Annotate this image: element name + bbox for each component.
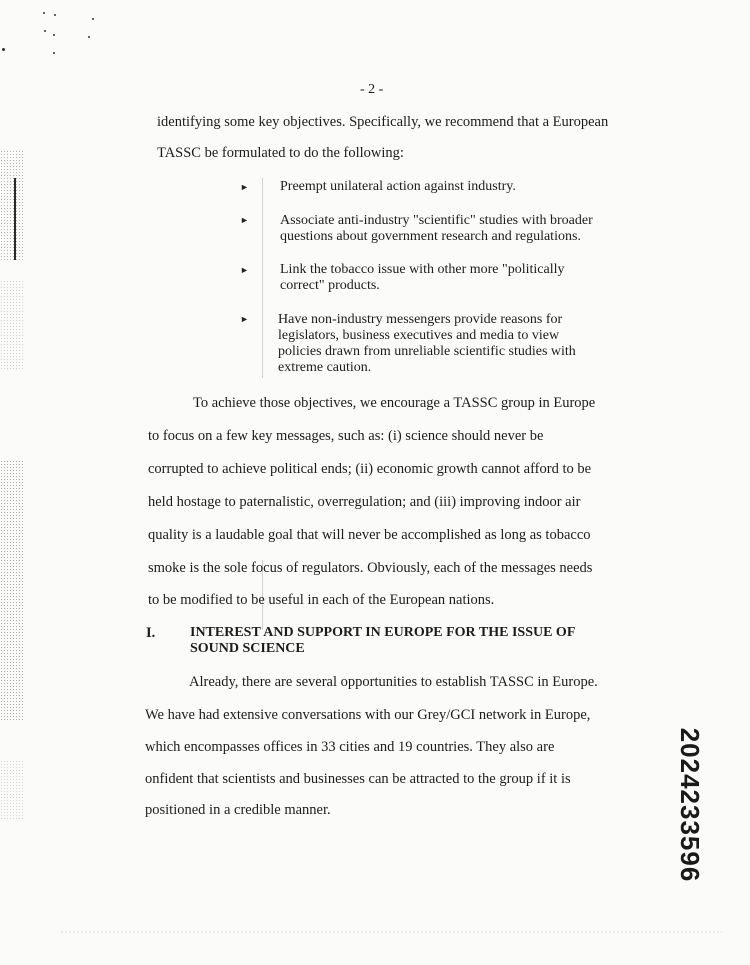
paragraph-line: Already, there are several opportunities to establish TASSC in Europe. [189, 674, 598, 690]
paragraph-line: onfident that scientists and businesses can be attracted to the group if it is [145, 771, 571, 787]
scan-speck [44, 30, 46, 32]
scan-edge-noise [0, 150, 24, 260]
scan-speck [2, 48, 5, 51]
bullet-line: questions about government research and regulations. [280, 229, 581, 244]
bullet-line: Associate anti-industry "scientific" studies with broader [280, 213, 593, 228]
intro-line-1: identifying some key objectives. Specifically, we recommend that a European [157, 114, 609, 130]
bullet-line: policies drawn from unreliable scientific studies with [278, 344, 576, 359]
scan-speck [43, 12, 45, 14]
scan-edge-line [14, 178, 16, 260]
bullet-line: Preempt unilateral action against industry. [280, 179, 516, 194]
scan-edge-noise [0, 460, 24, 720]
paragraph-line: We have had extensive conversations with our Grey/GCI network in Europe, [145, 707, 591, 723]
scan-speck [88, 36, 90, 38]
page-number: - 2 - [360, 82, 384, 97]
scan-speck [54, 14, 56, 16]
bullet-line: Link the tobacco issue with other more "politically [280, 262, 565, 277]
paragraph-line: To achieve those objectives, we encourage a TASSC group in Europe [193, 395, 596, 411]
bullet-line: correct" products. [280, 278, 380, 293]
bullet-line: Have non-industry messengers provide reasons for [278, 312, 563, 327]
bullet-line: legislators, business executives and media to view [278, 328, 560, 343]
bates-number: 2024233596 [675, 727, 705, 883]
scan-edge-noise [0, 280, 24, 370]
paragraph-line: positioned in a credible manner. [145, 802, 331, 818]
section-heading [190, 625, 575, 657]
paragraph-line: to focus on a few key messages, such as: (i) science should never be [148, 428, 544, 444]
bullet-line: extreme caution. [278, 360, 372, 375]
bullet-item-3 [280, 262, 564, 294]
scan-speck [92, 18, 94, 20]
intro-line-2: TASSC be formulated to do the following: [157, 145, 404, 161]
bullet-item-1 [280, 179, 516, 195]
paragraph-line: to be modified to be useful in each of the European nations. [148, 592, 495, 608]
bullet-arrow-icon: ► [240, 314, 249, 324]
scan-fold-line [262, 178, 263, 378]
bullet-arrow-icon: ► [240, 215, 249, 225]
section-heading-line: INTEREST AND SUPPORT IN EUROPE FOR THE ISSUE OF [190, 625, 576, 640]
bullet-item-4 [278, 312, 576, 376]
paragraph-line: quality is a laudable goal that will never be accomplished as long as tobacco [148, 527, 591, 543]
paragraph-line: smoke is the sole focus of regulators. Obviously, each of the messages needs [148, 560, 593, 576]
section-heading-line: SOUND SCIENCE [190, 641, 305, 656]
section-number: I. [146, 625, 156, 641]
paragraph-line: held hostage to paternalistic, overregulation; and (iii) improving indoor air [148, 494, 581, 510]
scan-edge-noise [0, 760, 24, 820]
scan-speck [53, 52, 55, 54]
paragraph-line: which encompasses offices in 33 cities and 19 countries. They also are [145, 739, 555, 755]
bullet-item-2 [280, 213, 593, 245]
scan-bottom-line [60, 931, 722, 933]
scan-speck [53, 34, 55, 36]
bullet-arrow-icon: ► [240, 182, 249, 192]
paragraph-line: corrupted to achieve political ends; (ii) economic growth cannot afford to be [148, 461, 592, 477]
bullet-arrow-icon: ► [240, 265, 249, 275]
